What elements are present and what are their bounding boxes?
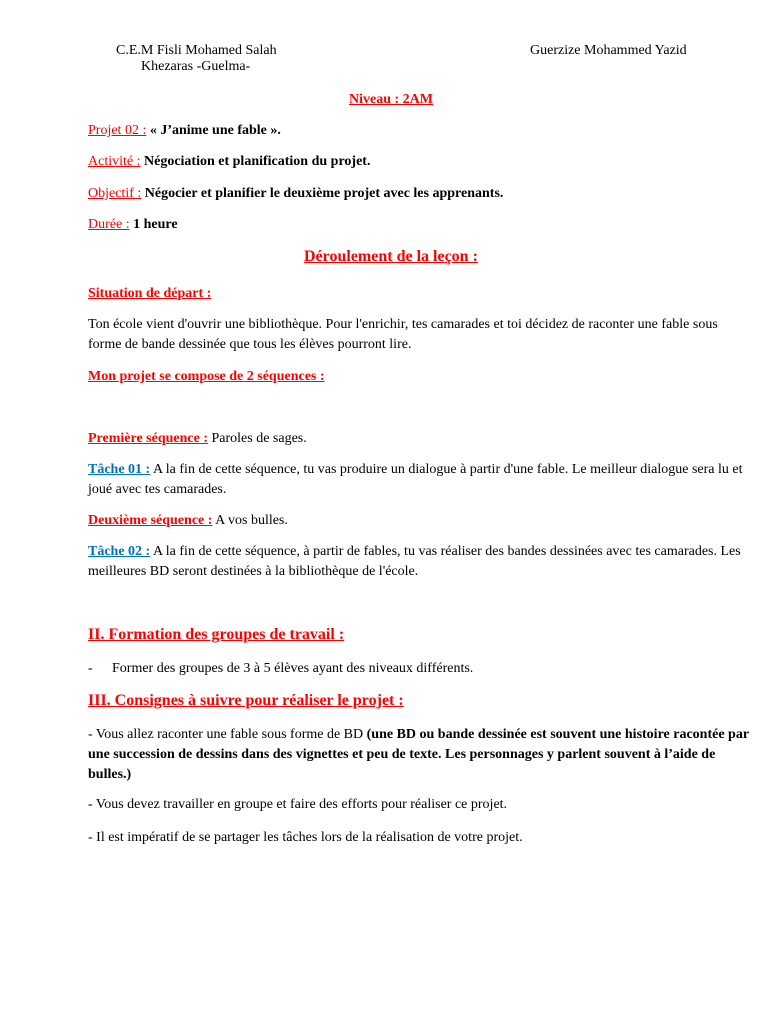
task2-text: A la fin de cette séquence, à partir de fables, tu vas réaliser des bandes dessinées avec tes camarades. Les meilleures BD seront destinées à la bibliothèque de l'école. — [88, 544, 741, 579]
sequence2-line — [88, 511, 288, 531]
sequence1-value: Paroles de sages. — [211, 431, 307, 446]
duration-label: Durée : — [88, 217, 130, 232]
sequence2-value: A vos bulles. — [215, 513, 288, 528]
school-location: Khezaras -Guelma- — [141, 59, 251, 74]
project-label: Projet 02 : — [88, 123, 147, 138]
section3-title: III. Consignes à suivre pour réaliser le projet : — [88, 692, 404, 709]
school-name: C.E.M Fisli Mohamed Salah — [116, 43, 277, 58]
sequence1-line — [88, 429, 307, 449]
level-title: Niveau : 2AM — [349, 92, 433, 107]
section3-item1-bold: (une BD ou bande dessinée est souvent une histoire racontée par une succession de dessins dans des vignettes et peu de texte. Les personnages y parlent souvent à l’aide de bulles.) — [88, 727, 749, 782]
sequence1-label: Première séquence : — [88, 431, 208, 446]
section2-item: Former des groupes de 3 à 5 élèves ayant des niveaux différents. — [112, 661, 474, 676]
section3-item3: - Il est impératif de se partager les tâches lors de la réalisation de votre projet. — [88, 830, 523, 845]
section3-item1 — [88, 725, 752, 785]
lesson-flow-title: Déroulement de la leçon : — [304, 248, 478, 265]
task1-paragraph — [88, 460, 748, 500]
task1-label: Tâche 01 : — [88, 462, 151, 477]
project-composition: Mon projet se compose de 2 séquences : — [88, 369, 325, 384]
section3-item1-plain: - Vous allez raconter une fable sous forme de BD — [88, 727, 364, 742]
project-line — [88, 121, 281, 141]
section2-title: II. Formation des groupes de travail : — [88, 626, 345, 643]
objective-line — [88, 184, 503, 204]
situation-label: Situation de départ : — [88, 286, 212, 301]
activity-line — [88, 152, 370, 172]
section2-bullet-marker: - — [88, 661, 93, 676]
project-value: « J’anime une fable ». — [149, 123, 281, 138]
duration-line — [88, 215, 178, 235]
duration-value: 1 heure — [133, 217, 178, 232]
task2-paragraph — [88, 542, 748, 582]
activity-label: Activité : — [88, 154, 141, 169]
activity-value: Négociation et planification du projet. — [144, 154, 371, 169]
task2-label: Tâche 02 : — [88, 544, 151, 559]
objective-label: Objectif : — [88, 186, 142, 201]
objective-value: Négocier et planifier le deuxième projet avec les apprenants. — [144, 186, 504, 201]
situation-text: Ton école vient d'ouvrir une bibliothèque. Pour l'enrichir, tes camarades et toi décidez de raconter une fable sous forme de bande dessinée que tous les élèves pourront lire. — [88, 317, 718, 352]
section3-item2: - Vous devez travailler en groupe et faire des efforts pour réaliser ce projet. — [88, 797, 508, 812]
sequence2-label: Deuxième séquence : — [88, 513, 213, 528]
teacher-name: Guerzize Mohammed Yazid — [530, 43, 687, 58]
task1-text: A la fin de cette séquence, tu vas produire un dialogue à partir d'une fable. Le meilleur dialogue sera lu et joué avec tes camarades. — [88, 462, 743, 497]
